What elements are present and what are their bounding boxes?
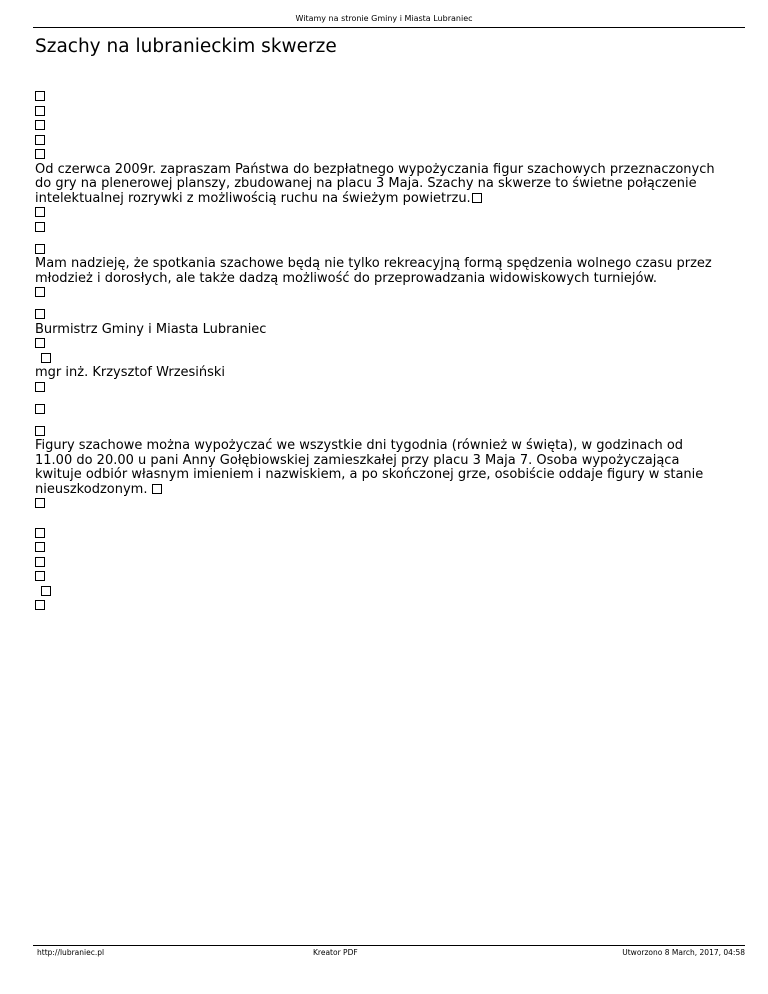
missing-glyph-icon [35, 207, 45, 217]
footer-generator: Kreator PDF [313, 948, 358, 957]
footer-divider [33, 945, 745, 946]
signature-role: Burmistrz Gminy i Miasta Lubraniec [35, 321, 267, 337]
missing-glyph-icon [35, 287, 45, 297]
header-site-title: Witamy na stronie Gminy i Miasta Lubraniec [295, 14, 473, 23]
missing-glyph-icon [41, 586, 51, 596]
missing-glyph-icon [35, 309, 45, 319]
header-divider [33, 27, 745, 28]
missing-glyph-icon [35, 244, 45, 254]
missing-glyph-icon [35, 542, 45, 552]
footer-url[interactable]: http://lubraniec.pl [37, 948, 105, 957]
missing-glyph-icon [35, 426, 45, 436]
missing-glyph-icon [35, 106, 45, 116]
missing-glyph-icon [35, 557, 45, 567]
missing-glyph-icon [35, 222, 45, 232]
paragraph-hope: Mam nadzieję, że spotkania szachowe będą nie tylko rekreacyjną formą spędzenia wolnego czasu przez młodzież i dorosłych, ale także dadzą możliwość do przeprowadzania widowiskowych turniejów. [35, 256, 712, 286]
paragraph-rental-text: Figury szachowe można wypożyczać we wszystkie dni tygodnia (również w święta), w godzinach od 11.00 do 20.00 u pani Anny Gołębiowskiej zamieszkałej przy placu 3 Maja 7. Osoba wypożyczająca kwituje odbiór własnym imieniem i nazwiskiem, a po skończonej grze, osobiście oddaje figury w stanie nieuszkodzonym. [35, 438, 704, 497]
missing-glyph-icon [152, 484, 162, 494]
missing-glyph-icon [35, 404, 45, 414]
missing-glyph-icon [35, 338, 45, 348]
signature-name: mgr inż. Krzysztof Wrzesiński [35, 365, 226, 380]
missing-glyph-icon [472, 193, 482, 203]
paragraph-intro [35, 163, 715, 207]
missing-glyph-icon [35, 600, 45, 610]
missing-glyph-icon [41, 353, 51, 363]
article-body [35, 90, 715, 614]
paragraph-intro-text: Od czerwca 2009r. zapraszam Państwa do bezpłatnego wypożyczania figur szachowych przeznaczonych do gry na plenerowej planszy, zbudowanej na placu 3 Maja. Szachy na skwerze to świetne połączenie intelektualnej rozrywki z możliwością ruchu na świeżym powietrzu. [35, 161, 715, 206]
missing-glyph-icon [35, 382, 45, 392]
missing-glyph-icon [35, 498, 45, 508]
missing-glyph-icon [35, 135, 45, 145]
footer-created-date: Utworzono 8 March, 2017, 04:58 [622, 948, 745, 957]
article-title: Szachy na lubranieckim skwerze [35, 36, 337, 57]
missing-glyph-icon [35, 571, 45, 581]
paragraph-rental-info [35, 439, 715, 497]
missing-glyph-icon [35, 120, 45, 130]
missing-glyph-icon [35, 528, 45, 538]
missing-glyph-icon [35, 149, 45, 159]
missing-glyph-icon [35, 91, 45, 101]
